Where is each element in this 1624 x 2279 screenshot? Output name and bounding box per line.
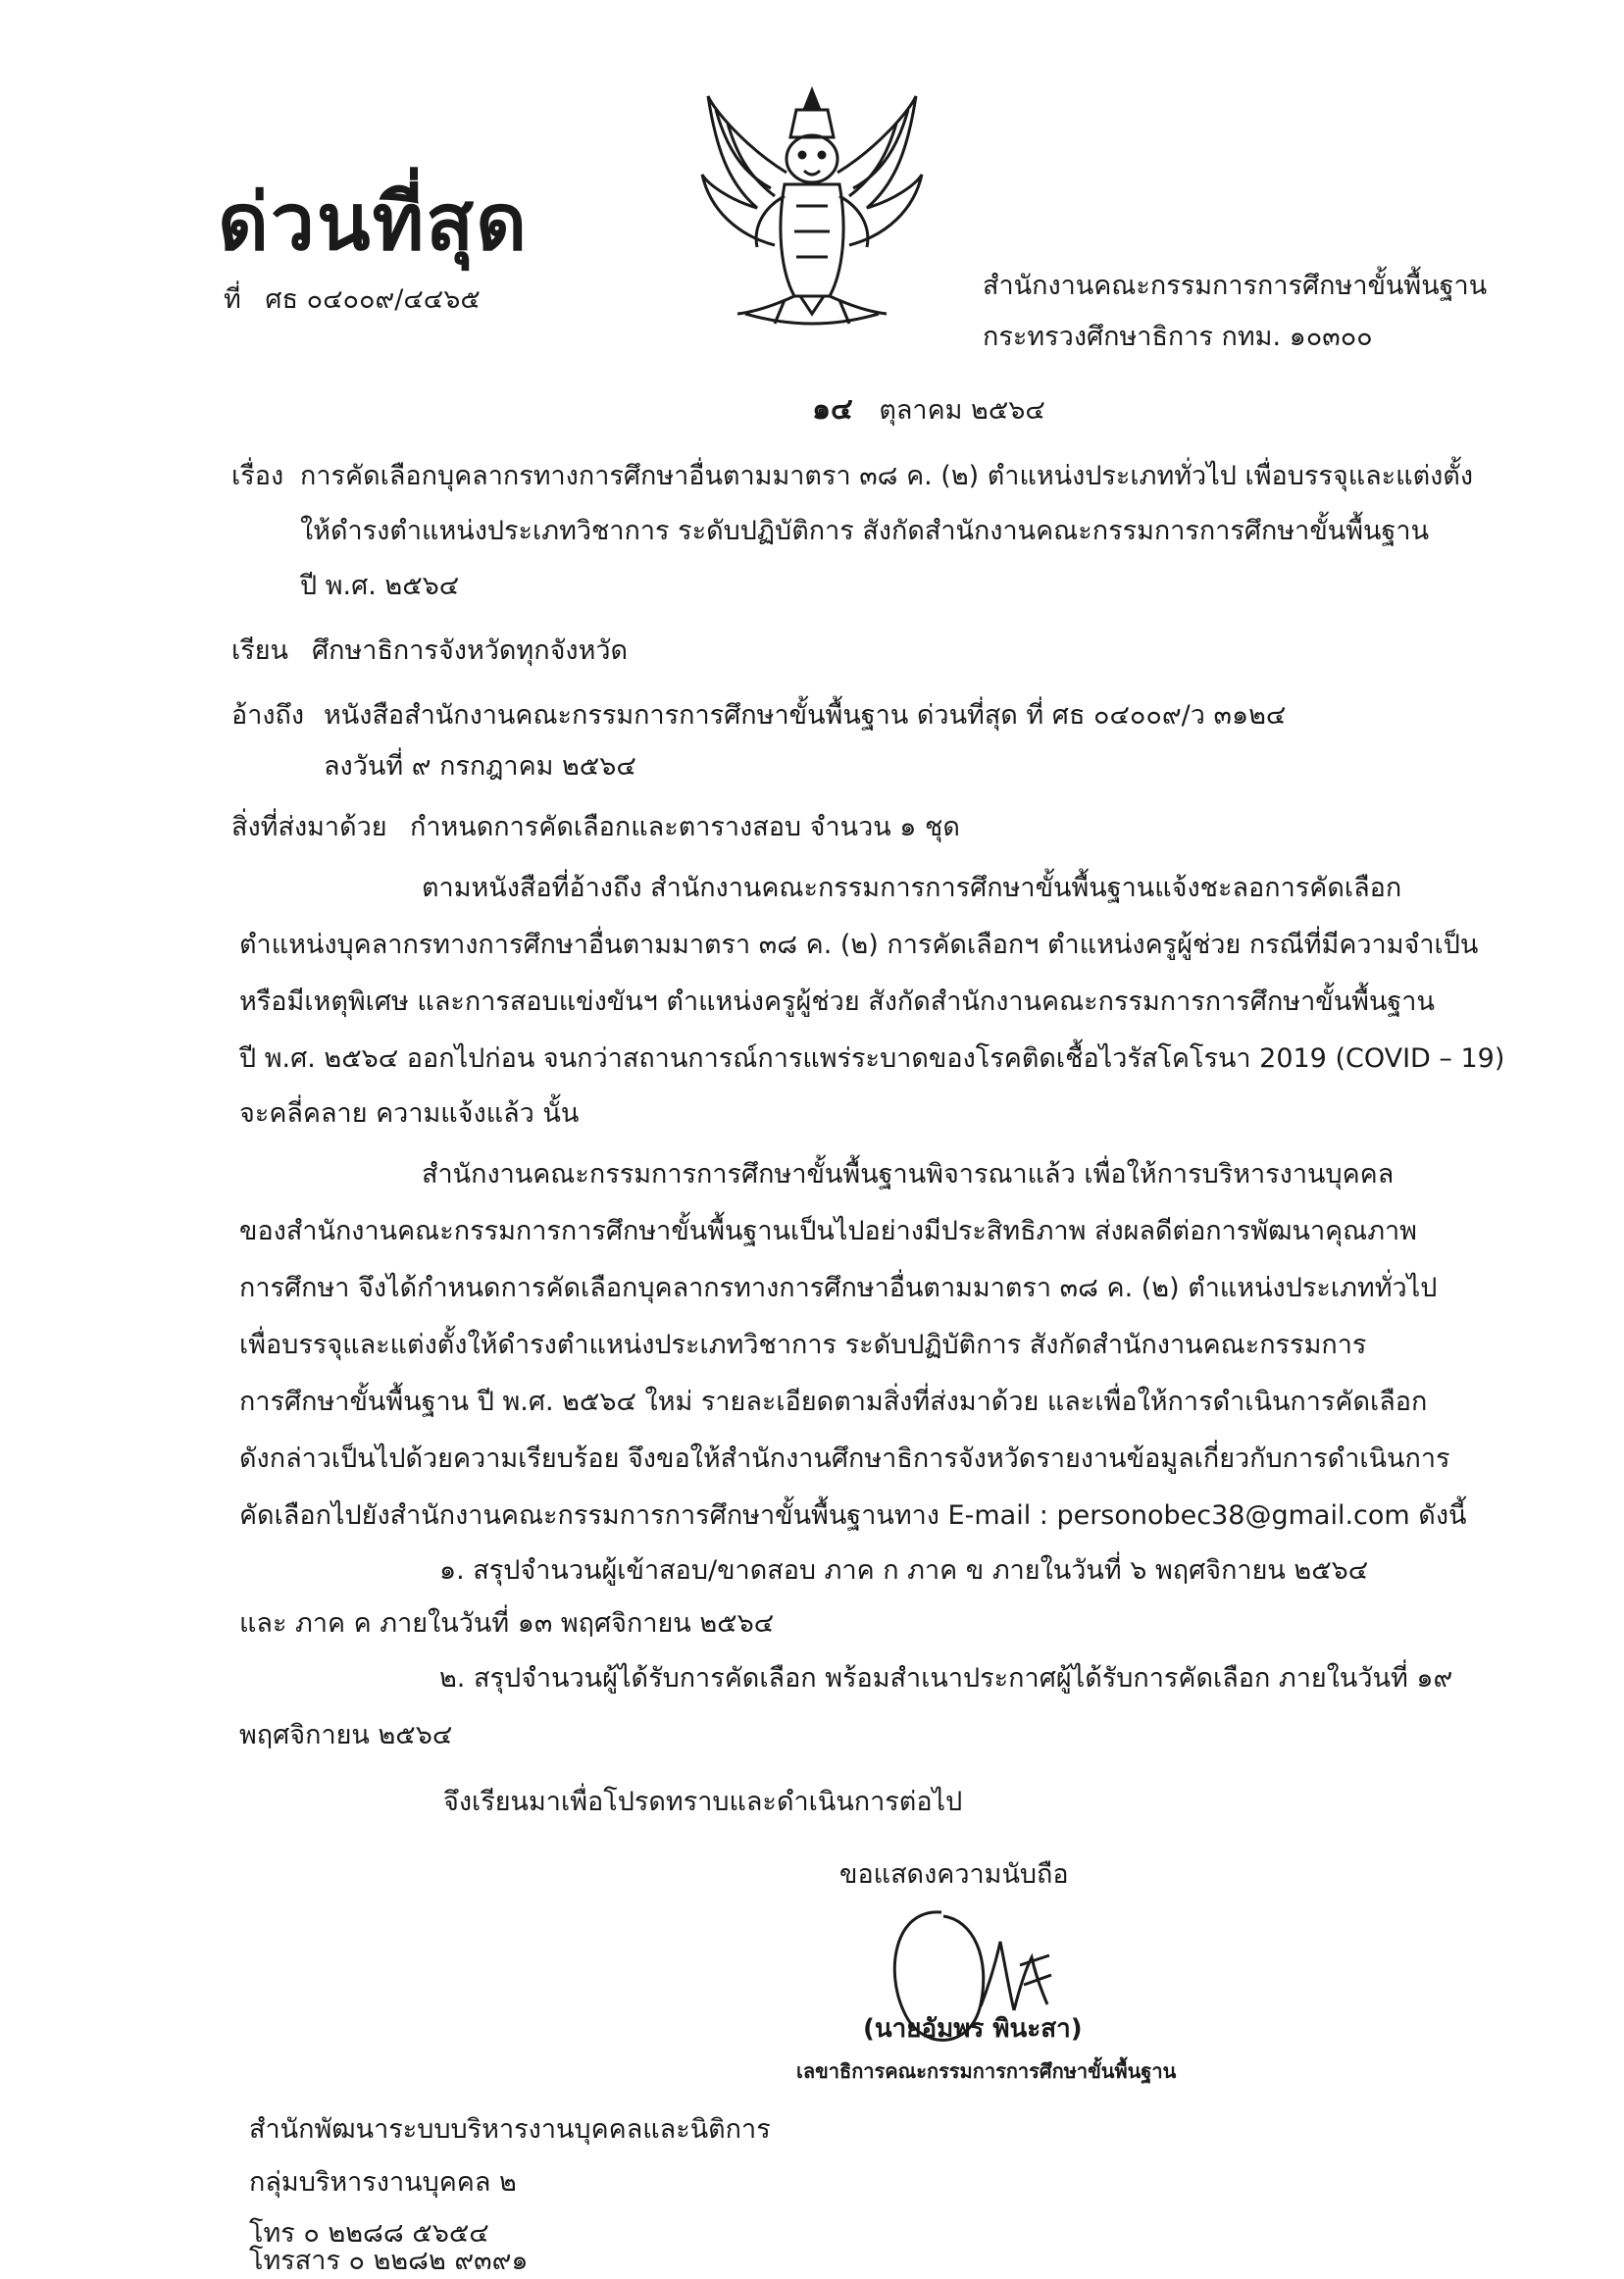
body-line: หรือมีเหตุพิเศษ และการสอบแข่งขันฯ ตำแหน่งครูผู้ช่วย สังกัดสำนักงานคณะกรรมการการศึกษาขั้นพื้นฐาน (239, 987, 1435, 1017)
subject-line: การคัดเลือกบุคลากรทางการศึกษาอื่นตามมาตรา ๓๘ ค. (๒) ตำแหน่งประเภททั่วไป เพื่อบรรจุและแต่งตั้ง (300, 461, 1474, 491)
body-line: การศึกษา จึงได้กำหนดการคัดเลือกบุคลากรทางการศึกษาอื่นตามมาตรา ๓๘ ค. (๒) ตำแหน่งประเภททั่วไป (239, 1273, 1438, 1303)
body-line: ตำแหน่งบุคลากรทางการศึกษาอื่นตามมาตรา ๓๘ ค. (๒) การคัดเลือกฯ ตำแหน่งครูผู้ช่วย กรณีที่มีความจำเป็น (239, 930, 1479, 960)
footer-office: สำนักพัฒนาระบบบริหารงานบุคคลและนิติการ (249, 2114, 771, 2145)
reference-line: หนังสือสำนักงานคณะกรรมการการศึกษาขั้นพื้นฐาน ด่วนที่สุด ที่ ศธ ๐๔๐๐๙/ว ๓๑๒๔ (324, 700, 1287, 731)
addressee: ศึกษาธิการจังหวัดทุกจังหวัด (312, 635, 629, 666)
issuer-ministry-address: กระทรวงศึกษาธิการ กทม. ๑๐๓๐๐ (983, 322, 1373, 352)
body-line: ของสำนักงานคณะกรรมการการศึกษาขั้นพื้นฐานเป็นไปอย่างมีประสิทธิภาพ ส่งผลดีต่อการพัฒนาคุณภาพ (239, 1216, 1417, 1246)
list-item: ๒. สรุปจำนวนผู้ได้รับการคัดเลือก พร้อมสำเนาประกาศผู้ได้รับการคัดเลือก ภายในวันที่ ๑๙ (439, 1663, 1453, 1694)
list-item: ๑. สรุปจำนวนผู้เข้าสอบ/ขาดสอบ ภาค ก ภาค ข ภายในวันที่ ๖ พฤศจิกายน ๒๕๖๔ (439, 1555, 1369, 1586)
closing-line: จึงเรียนมาเพื่อโปรดทราบและดำเนินการต่อไป (443, 1787, 963, 1817)
urgency-stamp: ด่วนที่สุด (218, 176, 530, 268)
subject-line: ให้ดำรงตำแหน่งประเภทวิชาการ ระดับปฏิบัติการ สังกัดสำนักงานคณะกรรมการการศึกษาขั้นพื้นฐาน (300, 516, 1430, 546)
body-line: ปี พ.ศ. ๒๕๖๔ ออกไปก่อน จนกว่าสถานการณ์การแพร่ระบาดของโรคติดเชื้อไวรัสโคโรนา 2019 (COVID – 19) (239, 1043, 1505, 1074)
issuer-office: สำนักงานคณะกรรมการการศึกษาขั้นพื้นฐาน (983, 271, 1488, 301)
reference-line: ลงวันที่ ๙ กรกฎาคม ๒๕๖๔ (324, 751, 636, 782)
addressee-label: เรียน (231, 635, 289, 666)
document-number-value: ศธ ๐๔๐๐๙/๔๔๖๕ (265, 284, 481, 315)
list-item: พฤศจิกายน ๒๕๖๔ (239, 1720, 453, 1750)
subject-line: ปี พ.ศ. ๒๕๖๔ (300, 571, 460, 601)
body-line: เพื่อบรรจุและแต่งตั้งให้ดำรงตำแหน่งประเภทวิชาการ ระดับปฏิบัติการ สังกัดสำนักงานคณะกรรมการ (239, 1330, 1367, 1360)
body-line: ตามหนังสือที่อ้างถึง สำนักงานคณะกรรมการการศึกษาขั้นพื้นฐานแจ้งชะลอการคัดเลือก (422, 873, 1402, 903)
body-line: จะคลี่คลาย ความแจ้งแล้ว นั้น (239, 1098, 580, 1129)
salutation: ขอแสดงความนับถือ (839, 1859, 1069, 1890)
body-line: สำนักงานคณะกรรมการการศึกษาขั้นพื้นฐานพิจารณาแล้ว เพื่อให้การบริหารงานบุคคล (422, 1159, 1395, 1190)
signatory-name: (นายอัมพร พินะสา) (863, 2014, 1083, 2044)
footer-phone: โทร ๐ ๒๒๘๘ ๕๖๕๔ (249, 2218, 489, 2249)
signatory-title: เลขาธิการคณะกรรมการการศึกษาขั้นพื้นฐาน (796, 2059, 1177, 2083)
date-day: ๑๔ (812, 392, 853, 427)
body-line: ดังกล่าวเป็นไปด้วยความเรียบร้อย จึงขอให้สำนักงานศึกษาธิการจังหวัดรายงานข้อมูลเกี่ยวกับการดำเนินการ (239, 1443, 1450, 1474)
document-number-label: ที่ (224, 284, 241, 315)
enclosure-label: สิ่งที่ส่งมาด้วย (231, 812, 387, 842)
footer-group: กลุ่มบริหารงานบุคคล ๒ (249, 2167, 517, 2198)
enclosure-text: กำหนดการคัดเลือกและตารางสอบ จำนวน ๑ ชุด (410, 812, 960, 842)
footer-fax: โทรสาร ๐ ๒๒๘๒ ๙๓๙๑ (249, 2246, 529, 2276)
body-line: คัดเลือกไปยังสำนักงานคณะกรรมการการศึกษาขั้นพื้นฐานทาง E-mail : personobec38@gmail.com ดังนี้ (239, 1500, 1467, 1531)
body-line: การศึกษาขั้นพื้นฐาน ปี พ.ศ. ๒๕๖๔ ใหม่ รายละเอียดตามสิ่งที่ส่งมาด้วย และเพื่อให้การดำเนินการคัดเลือก (239, 1387, 1428, 1417)
reference-label: อ้างถึง (231, 700, 305, 731)
list-item: และ ภาค ค ภายในวันที่ ๑๓ พฤศจิกายน ๒๕๖๔ (239, 1608, 775, 1639)
subject-label: เรื่อง (231, 461, 284, 491)
date-month-year: ตุลาคม ๒๕๖๔ (879, 395, 1045, 426)
